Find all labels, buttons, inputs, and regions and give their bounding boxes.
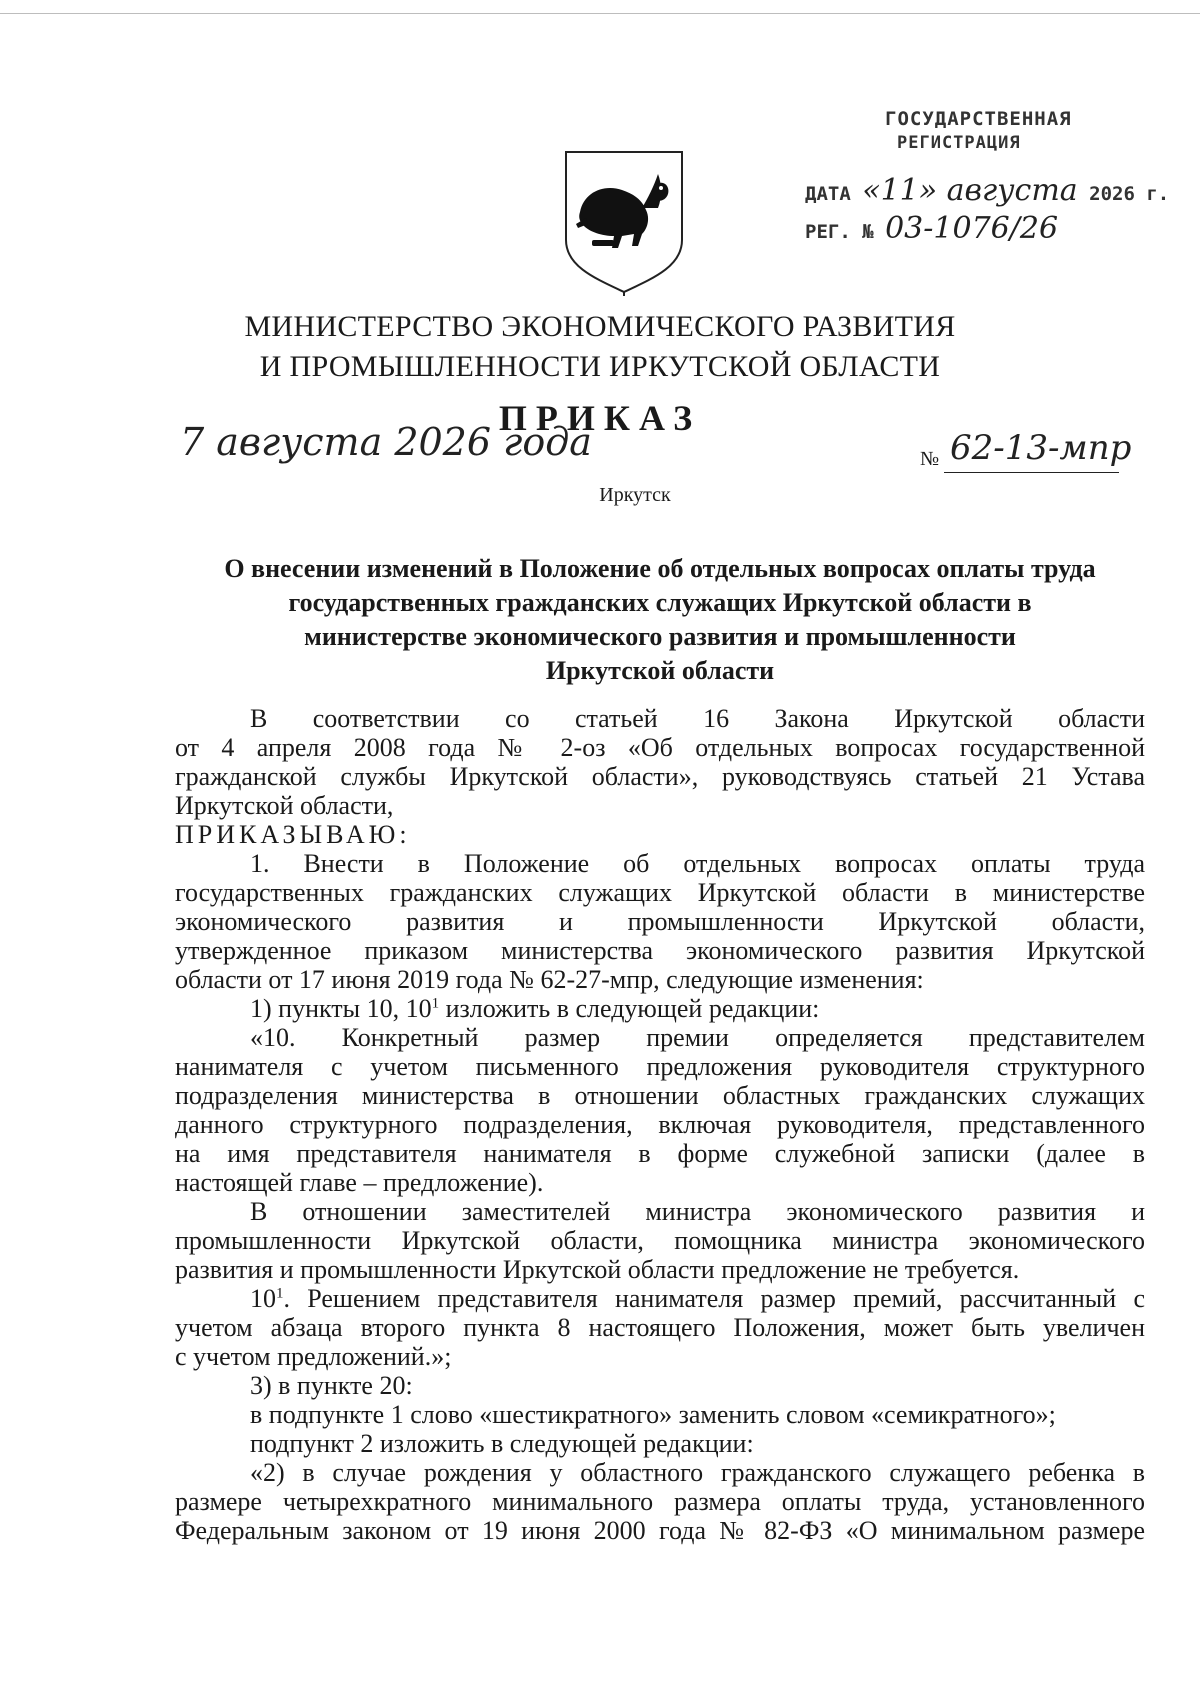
body-line: учетом абзаца второго пункта 8 настоящего Положения, может быть увеличен [175, 1313, 1145, 1342]
superscript: 1 [431, 995, 440, 1012]
heading-line4: Иркутской области [545, 656, 775, 685]
stamp-date-row [805, 173, 1169, 208]
stamp-reg-row [805, 211, 1058, 246]
heading-line1: О внесении изменений в Положение об отдельных вопросах оплаты труда [224, 554, 1096, 583]
body-line: экономического развития и промышленности Иркутской области, [175, 907, 1145, 936]
scan-top-rule [0, 13, 1200, 14]
body-line: размере четырехкратного минимального размера оплаты труда, установленного [175, 1487, 1145, 1516]
item-1-text: 1) пункты 10, 10 [250, 994, 432, 1023]
city-name: Иркутск [599, 484, 671, 506]
body-line: на имя представителя нанимателя в форме служебной записки (далее в [175, 1139, 1145, 1168]
ministry-line1: МИНИСТЕРСТВО ЭКОНОМИЧЕСКОГО РАЗВИТИЯ [244, 310, 956, 343]
stamp-date-value: «11» августа [862, 173, 1078, 208]
number-underline [944, 472, 1119, 473]
order-date: 7 августа 2026 года [180, 420, 592, 464]
heading-line3: министерстве экономического развития и промышленности [304, 622, 1016, 651]
body-line: области от 17 июня 2019 года № 62-27-мпр, следующие изменения: [175, 965, 924, 994]
body-line: данного структурного подразделения, включая руководителя, представленного [175, 1110, 1145, 1139]
point-number: 10 [250, 1284, 276, 1313]
body-line: от 4 апреля 2008 года № 2-оз «Об отдельных вопросах государственной [175, 733, 1145, 762]
body-line: «2) в случае рождения у областного гражданского служащего ребенка в [250, 1458, 1145, 1487]
document-heading [170, 552, 1150, 688]
body-line: настоящей главе – предложение). [175, 1168, 544, 1197]
order-number-block [920, 428, 1132, 472]
superscript: 1 [276, 1285, 284, 1302]
body-line: развития и промышленности Иркутской области предложение не требуется. [175, 1255, 1020, 1284]
body-line [175, 1284, 1145, 1313]
order-title: ПРИКАЗ [498, 398, 702, 438]
body-line: государственных гражданских служащих Иркутской области в министерстве [175, 878, 1145, 907]
body-line: гражданской службы Иркутской области», руководствуясь статьей 21 Устава [175, 762, 1145, 791]
stamp-reg-label: РЕГ. № [805, 221, 874, 243]
body-line: с учетом предложений.»; [175, 1342, 452, 1371]
order-word: ПРИКАЗЫВАЮ: [175, 820, 411, 849]
body-line [175, 994, 1145, 1023]
body-line: 3) в пункте 20: [250, 1371, 413, 1400]
stamp-date-label: ДАТА [805, 183, 851, 205]
order-number: 62-13-мпр [950, 428, 1132, 468]
body-line: «10. Конкретный размер премии определяется представителем [250, 1023, 1145, 1052]
body-line: утвержденное приказом министерства экономического развития Иркутской [175, 936, 1145, 965]
body-line: промышленности Иркутской области, помощника министра экономического [175, 1226, 1145, 1255]
body-line: В отношении заместителей министра экономического развития и [250, 1197, 1145, 1226]
heading-line2: государственных гражданских служащих Иркутской области в [288, 588, 1032, 617]
stamp-line2: РЕГИСТРАЦИЯ [897, 133, 1021, 153]
body-line: подразделения министерства в отношении областных гражданских служащих [175, 1081, 1145, 1110]
body-line: 1. Внести в Положение об отдельных вопросах оплаты труда [250, 849, 1145, 878]
item-1-text-end: изложить в следующей редакции: [439, 994, 820, 1023]
body-line: в подпункте 1 слово «шестикратного» заменить словом «семикратного»; [250, 1400, 1056, 1429]
stamp-line1: ГОСУДАРСТВЕННАЯ [885, 108, 1072, 130]
number-sign: № [920, 448, 940, 470]
stamp-date-year: 2026 г. [1089, 183, 1170, 205]
body-line: Иркутской области, [175, 791, 394, 820]
stamp-reg-value: 03-1076/26 [885, 211, 1059, 246]
body-line: Федеральным законом от 19 июня 2000 года № 82-ФЗ «О минимальном размере [175, 1516, 1145, 1545]
ministry-line2: И ПРОМЫШЛЕННОСТИ ИРКУТСКОЙ ОБЛАСТИ [259, 350, 941, 383]
body-line: В соответствии со статьей 16 Закона Иркутской области [250, 704, 1145, 733]
body-line: подпункт 2 изложить в следующей редакции: [250, 1429, 754, 1458]
point-text: . Решением представителя нанимателя размер премий, рассчитанный с [283, 1284, 1145, 1313]
body-line: нанимателя с учетом письменного предложения руководителя структурного [175, 1052, 1145, 1081]
document-body [175, 704, 1145, 1545]
irkutsk-coat-of-arms-icon [562, 148, 686, 296]
